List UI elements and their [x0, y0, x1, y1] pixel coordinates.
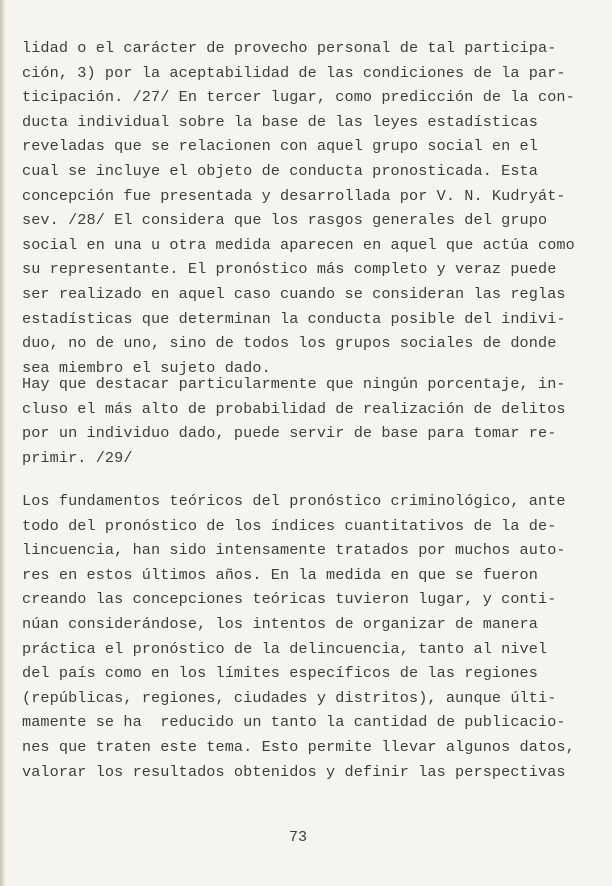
text-line: reveladas que se relacionen con aquel grupo social en el [22, 137, 538, 156]
page-number: 73 [289, 829, 308, 846]
text-line: ser realizado en aquel caso cuando se consideran las reglas [22, 284, 566, 303]
text-line: sev. /28/ El considera que los rasgos generales del grupo [22, 211, 548, 230]
text-line: todo del pronóstico de los índices cuantitativos de la de- [22, 516, 557, 535]
text-line: sea miembro el sujeto dado. [22, 358, 271, 377]
text-line: ticipación. /27/ En tercer lugar, como predicción de la con- [22, 88, 575, 107]
text-line: del país como en los límites específicos de las regiones [22, 664, 538, 683]
text-line: cual se incluye el objeto de conducta pronosticada. Esta [22, 161, 538, 180]
text-line: mamente se ha reducido un tanto la cantidad de publicacio- [22, 713, 566, 732]
text-line: por un individuo dado, puede servir de base para tomar re- [22, 424, 557, 443]
text-line: valorar los resultados obtenidos y definir las perspectivas [22, 762, 566, 781]
paragraph-3 [22, 489, 575, 784]
text-line: (repúblicas, regiones, ciudades y distritos), aunque últi- [22, 688, 557, 707]
text-line: núan considerándose, los intentos de organizar de manera [22, 614, 538, 633]
text-line: duo, no de uno, sino de todos los grupos sociales de donde [22, 334, 557, 353]
text-line: primir. /29/ [22, 448, 133, 467]
text-line: Hay que destacar particularmente que ningún porcentaje, in- [22, 375, 566, 393]
text-line: ción, 3) por la aceptabilidad de las condiciones de la par- [22, 63, 566, 82]
text-line: lincuencia, han sido intensamente tratados por muchos auto- [22, 541, 566, 560]
text-line: Los fundamentos teóricos del pronóstico criminológico, ante [22, 492, 566, 510]
text-line: lidad o el carácter de provecho personal de tal participa- [22, 39, 557, 57]
text-line: nes que traten este tema. Esto permite llevar algunos datos, [22, 737, 575, 756]
text-line: cluso el más alto de probabilidad de realización de delitos [22, 399, 566, 418]
text-line: ducta individual sobre la base de las leyes estadísticas [22, 112, 538, 131]
text-line: su representante. El pronóstico más completo y veraz puede [22, 260, 557, 279]
page-binding-shadow [0, 0, 5, 886]
paragraph-2 [22, 372, 566, 470]
text-line: social en una u otra medida aparecen en aquel que actúa como [22, 235, 575, 254]
text-line: concepción fue presentada y desarrollada por V. N. Kudryát- [22, 186, 566, 205]
text-line: estadísticas que determinan la conducta posible del indivi- [22, 309, 566, 328]
text-line: res en estos últimos años. En la medida en que se fueron [22, 565, 538, 584]
text-line: creando las concepciones teóricas tuvieron lugar, y conti- [22, 590, 557, 609]
text-line: práctica el pronóstico de la delincuencia, tanto al nivel [22, 639, 548, 658]
paragraph-1 [22, 36, 575, 380]
